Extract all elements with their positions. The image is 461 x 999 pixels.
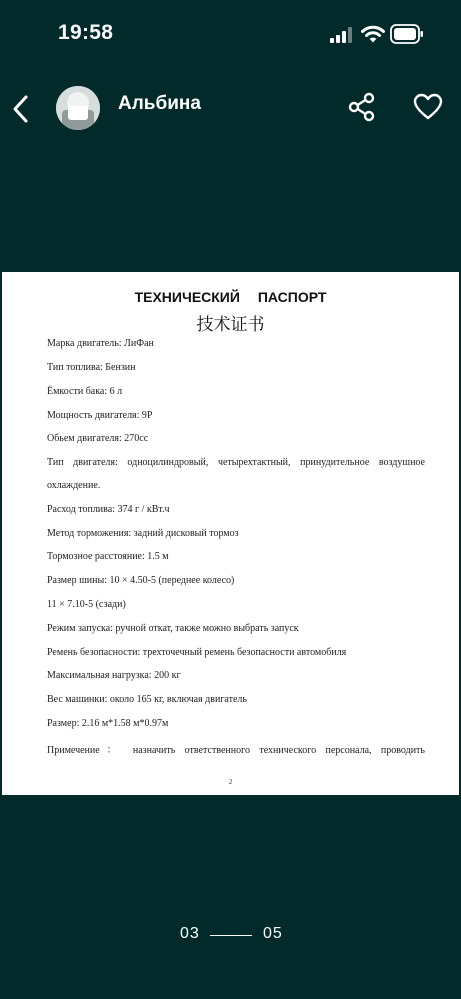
pager-total: 05 xyxy=(263,925,283,942)
chevron-left-icon[interactable] xyxy=(10,94,32,124)
spec-line: Ремень безопасности: трехточечный ремень безопасности автомобиля xyxy=(47,647,347,658)
spec-line: 11 × 7.10-5 (сзади) xyxy=(47,599,126,610)
spec-line: охлаждение. xyxy=(47,480,101,491)
cellular-signal-icon xyxy=(330,27,354,43)
spec-line: Тип двигателя: одноцилиндровый, четырехтактный, принудительное воздушное xyxy=(47,457,425,468)
status-bar xyxy=(0,0,461,70)
status-time: 19:58 xyxy=(58,21,114,44)
document-page[interactable] xyxy=(2,272,459,795)
spec-line: Размер: 2.16 м*1.58 м*0.97м xyxy=(47,718,169,729)
spec-line: Размер шины: 10 × 4.50-5 (переднее колесо) xyxy=(47,575,235,586)
spec-line: Режим запуска: ручной откат, также можно выбрать запуск xyxy=(47,623,299,634)
pager-current: 03 xyxy=(180,925,200,942)
spec-line: Расход топлива: 374 г / кВт.ч xyxy=(47,504,170,515)
spec-line: Обьем двигателя: 270cc xyxy=(47,433,149,444)
spec-line: Мощность двигателя: 9Р xyxy=(47,410,153,421)
heart-icon[interactable] xyxy=(413,93,443,121)
spec-line: Марка двигатель: ЛиФан xyxy=(47,338,154,349)
spec-line: Тип топлива: Бензин xyxy=(47,362,136,373)
avatar[interactable] xyxy=(56,86,100,130)
chat-header xyxy=(0,78,461,138)
spec-line: Примечение： назначить ответственного технического персонала, проводить xyxy=(47,745,425,756)
spec-line: Метод торможения: задний дисковый тормоз xyxy=(47,528,239,539)
wifi-icon xyxy=(361,25,385,43)
user-name[interactable]: Альбина xyxy=(118,93,201,114)
document-title: ТЕХНИЧЕСКИЙ ПАСПОРТ xyxy=(134,289,327,305)
spec-line: Вес машинки: около 165 кг, включая двигатель xyxy=(47,694,247,705)
photo-pager xyxy=(0,925,461,947)
pager-divider xyxy=(210,935,252,936)
battery-icon xyxy=(390,24,424,44)
spec-line: Максимальная нагрузка: 200 кг xyxy=(47,670,181,681)
share-icon[interactable] xyxy=(347,92,377,122)
document-title-chinese: 技术证书 xyxy=(196,315,265,334)
avatar-image xyxy=(56,86,100,130)
spec-line: Тормозное расстояние: 1.5 м xyxy=(47,551,169,562)
document-page-number: 2 xyxy=(228,778,233,786)
spec-line: Ёмкости бака: 6 л xyxy=(47,386,123,397)
